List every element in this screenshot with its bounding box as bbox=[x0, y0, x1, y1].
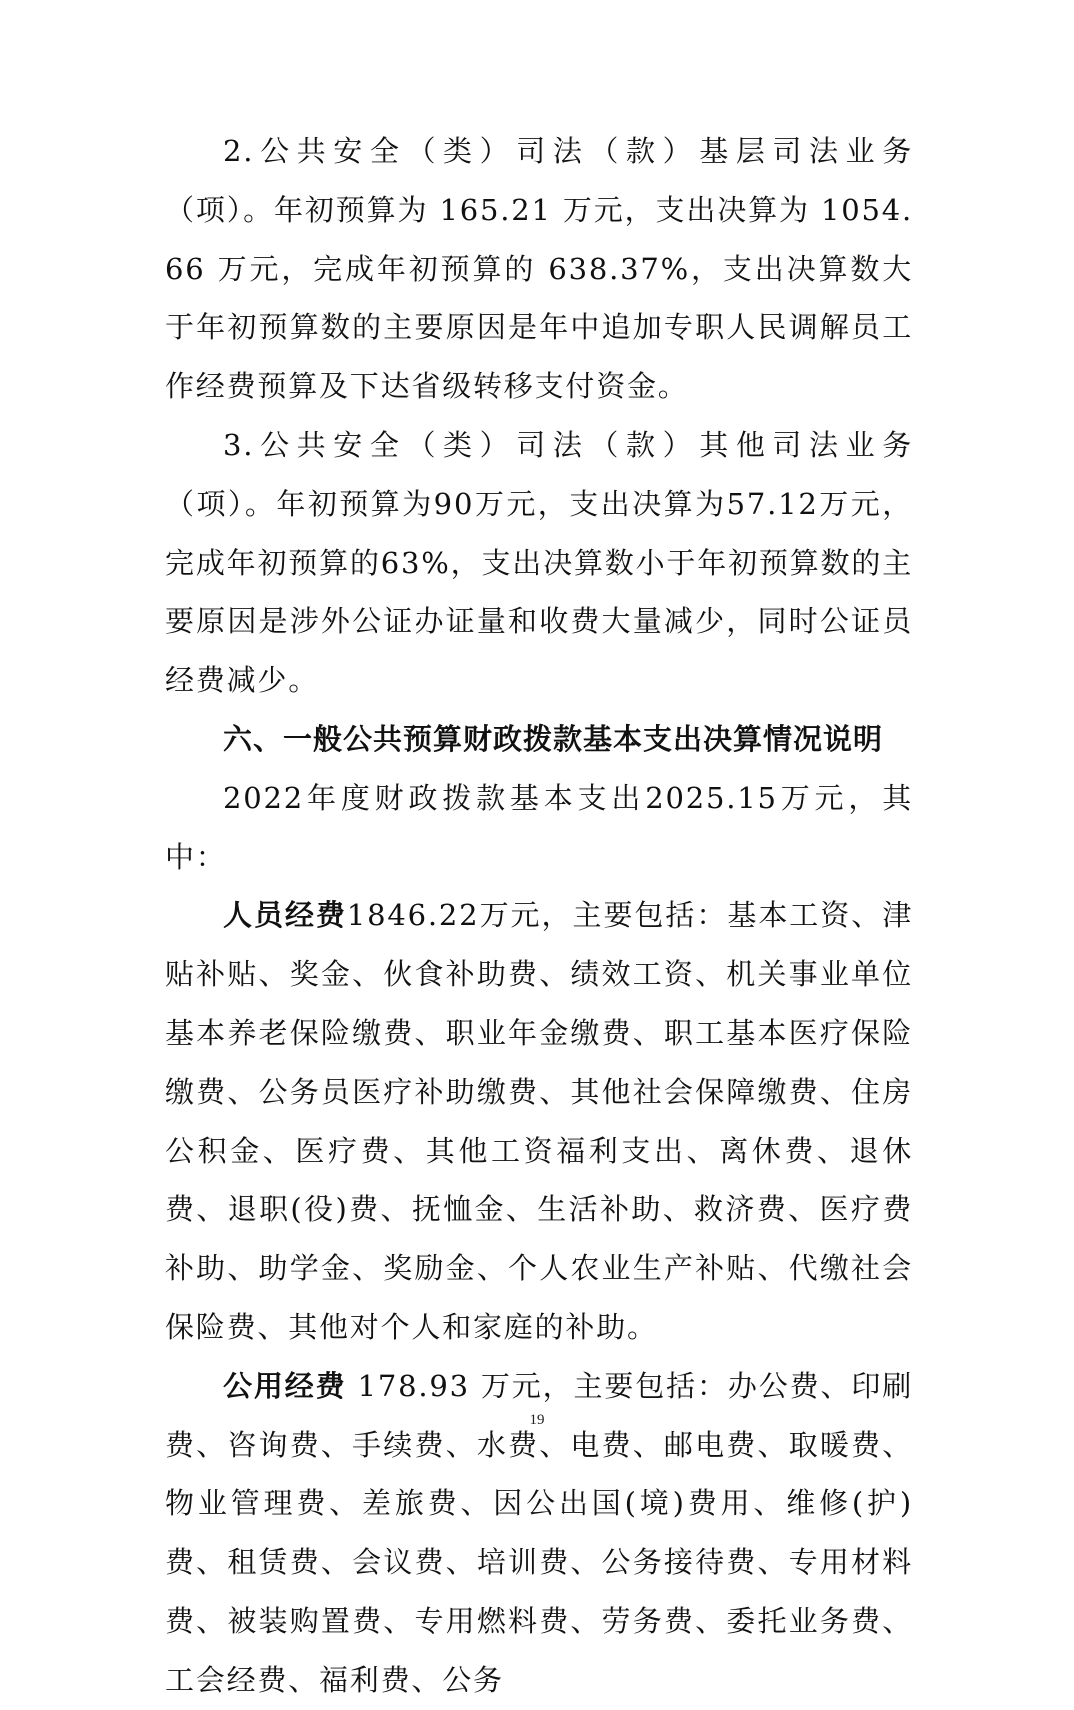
paragraph-personnel-expenses bbox=[165, 886, 913, 1356]
page-number: 19 bbox=[529, 1412, 545, 1428]
section-heading-6: 六、一般公共预算财政拨款基本支出决算情况说明 bbox=[223, 721, 884, 756]
paragraph-basic-expenditure-summary: 2022年度财政拨款基本支出2025.15万元，其中： bbox=[165, 780, 913, 874]
personnel-expenses-term: 人员经费 bbox=[223, 898, 347, 933]
public-expenses-term: 公用经费 bbox=[223, 1368, 347, 1403]
paragraph-item-3: 3.公共安全（类）司法（款）其他司法业务（项）。年初预算为90万元，支出决算为57.12万元，完成年初预算的63%，支出决算数小于年初预算数的主要原因是涉外公证办证量和收费大量减少，同时公证员经费减少。 bbox=[165, 427, 913, 698]
paragraph-item-2: 2.公共安全（类）司法（款）基层司法业务（项）。年初预算为 165.21 万元，支出决算为 1054.66 万元，完成年初预算的 638.37%，支出决算数大于年初预算数的主要原因是年中追加专职人民调解员工作经费预算及下达省级转移支付资金。 bbox=[165, 134, 913, 404]
public-expenses-text: 178.93 万元，主要包括：办公费、印刷费、咨询费、手续费、水费、电费、邮电费、取暖费、物业管理费、差旅费、因公出国(境)费用、维修(护)费、租赁费、会议费、培训费、公务接待费、专用材料费、被装购置费、专用燃料费、劳务费、委托业务费、工会经费、福利费、公务 bbox=[165, 1368, 914, 1697]
page-content bbox=[165, 122, 913, 1710]
paragraph-public-expenses bbox=[165, 1357, 913, 1710]
personnel-expenses-text: 1846.22万元，主要包括：基本工资、津贴补贴、奖金、伙食补助费、绩效工资、机关事业单位基本养老保险缴费、职业年金缴费、职工基本医疗保险缴费、公务员医疗补助缴费、其他社会保障缴费、住房公积金、医疗费、其他工资福利支出、离休费、退休费、退职(役)费、抚恤金、生活补助、救济费、医疗费补助、助学金、奖励金、个人农业生产补贴、代缴社会保险费、其他对个人和家庭的补助。 bbox=[165, 898, 913, 1344]
